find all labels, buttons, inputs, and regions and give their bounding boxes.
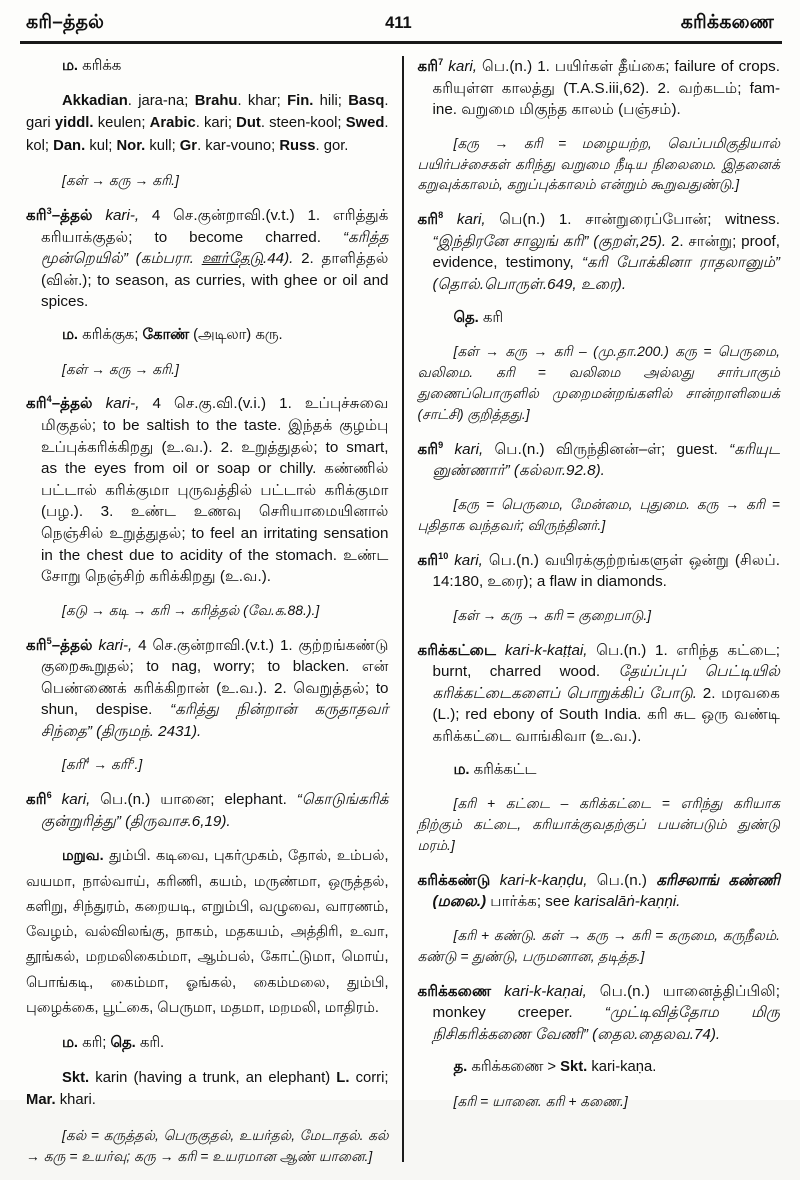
text-segment: karisalāṅ-kaṇṇi. [574, 893, 681, 911]
usage-note [418, 760, 781, 781]
text-segment: ம. [62, 1034, 79, 1051]
text-segment: [கரி + கண்டு. கள் → கரு → கரி = கருமை, கருநீலம். கண்டு = துண்டு, பருமனான, தடித்த.] [417, 926, 780, 964]
text-segment: 2. சான்று; proof, evidence, testimony, [432, 232, 780, 272]
text-segment: கரி; [78, 1034, 111, 1051]
text-segment: kari-k-kaṇai, [491, 982, 587, 1000]
text-segment: kul; [85, 137, 117, 154]
text-segment: 5 [46, 635, 52, 646]
text-segment: பார்க்க; see [486, 893, 575, 911]
text-segment: பெ.(n.) வயிரக்குற்றங்களுள் ஒன்று (சிலப். 14:180, உரை); a flaw in diamonds. [432, 551, 780, 591]
text-segment: Brahu [194, 92, 238, 109]
text-segment: 4 செ.குன்றாவி.(v.t.) 1. குற்றங்கண்டு குறைகூறுதல்; to nag, worry; to blacken. என் பெண்ணைக் கரிக்கிறான் (உ.வ.). 2. வெறுத்தல்; to shun, despise. [41, 636, 389, 719]
text-segment: [கள் → கரு → கரி = குறைபாடு.] [453, 606, 652, 623]
etymology-note [418, 133, 781, 196]
text-segment: கரி [417, 551, 439, 569]
text-segment: hili; [313, 92, 349, 109]
dictionary-entry [418, 870, 781, 913]
dictionary-entry [418, 640, 781, 748]
text-segment: பெ(n.) 1. சான்றுரைப்போன்; witness. [485, 211, 780, 229]
text-segment: 7 [438, 56, 444, 67]
text-segment: ம. [453, 761, 470, 778]
text-segment: த. [453, 1059, 468, 1076]
usage-note [26, 56, 389, 77]
text-segment: “கொடுங்கரிக் குன்றுரித்து” (திருவாச.6,19). [41, 791, 389, 830]
text-segment: பெ.(n.) யானை; elephant. [90, 791, 297, 809]
dictionary-entry [418, 550, 781, 593]
text-segment: –த்தல் [51, 207, 93, 225]
text-segment: . jara-na; [127, 92, 195, 109]
text-segment: கரி [478, 309, 504, 326]
text-segment: . kar-vouno; [197, 137, 280, 154]
usage-note [418, 308, 781, 329]
text-segment: kari-, [92, 395, 140, 413]
text-segment: [கரி = யானை. கரி + கணை.] [453, 1093, 628, 1110]
text-segment: –த்தல் [51, 636, 93, 654]
text-segment: பெ.(n.) யானைத்திப்பிலி; monkey creeper. [432, 982, 780, 1022]
text-segment: ம. [62, 326, 79, 343]
left-column [26, 56, 402, 1180]
text-segment: கரி [417, 58, 439, 75]
text-segment: Skt. [62, 1069, 90, 1086]
text-segment: . steen-kool; [260, 115, 346, 132]
etymology-note [26, 170, 389, 191]
text-segment: ஊர்தேடு [201, 250, 263, 268]
usage-note [26, 325, 389, 346]
cognates-note [26, 90, 389, 157]
right-column [404, 56, 781, 1180]
text-segment: 3 [46, 205, 52, 216]
text-segment: Skt. [560, 1059, 588, 1076]
text-segment: kari, [51, 791, 91, 809]
text-segment: [கரி + கட்டை – கரிக்கட்டை = எரிந்து கரியாக நிற்கும் கட்டை, கரியாக்குவதற்குப் பயன்படும் துண்டு மரம்.] [417, 795, 780, 853]
etymology-note [26, 754, 389, 775]
text-segment: [கல் = கருத்தல், பெருகுதல், உயர்தல், மேடாதல். கல் → கரு = உயர்வு; கரு → கரி = உயரமான ஆண் யானை.] [26, 1126, 389, 1164]
dictionary-entry [418, 56, 781, 121]
text-segment: Akkadian [62, 92, 128, 109]
running-head-right: கரிக்கணை [680, 12, 774, 33]
text-segment: Arabic [149, 115, 196, 132]
text-segment: Dan. [53, 137, 86, 154]
text-segment: 10 [438, 550, 449, 561]
text-segment: . khar; [237, 92, 288, 109]
text-segment: 5 [129, 755, 135, 766]
text-segment: கரி [417, 211, 439, 229]
synonyms-note [26, 844, 389, 1021]
text-segment: kari, [443, 211, 486, 229]
text-segment: keulen; [93, 115, 150, 132]
etymology-note [418, 494, 781, 536]
text-segment: கோண் [142, 326, 190, 343]
text-segment: கரி [417, 440, 439, 458]
etymology-note [26, 600, 389, 621]
text-segment: Swed [345, 115, 385, 132]
page-number: 411 [385, 14, 412, 32]
columns-container [0, 44, 800, 1180]
text-segment: தேய்ப்புப் பெட்டியில் கரிக்கட்டைகளைப் பொறுக்கிப் போடு. [432, 663, 780, 702]
text-segment: kari-, [92, 636, 133, 654]
text-segment: தும்பி. கடிவை, புகர்முகம், தோல், உம்பல், வயமா, நால்வாய், கரிணி, கயம், மருண்மா, ஒருத்தல், களிறு, சிந்துரம், கறையடி, எறும்பி, வழுவை, வாரணம், வேழம், வல்விலங்கு, நாகம், மதகயம், அத்திரி, உவா, தூங்கல், மறமலிகைம்மா, ஆம்பல், கோட்டுமா, மொய், பொங்கடி, கைம்மா, ஓங்கல், கைம்மலை, தும்பி, புழைக்கை, பூட்கை, பெருமா, மதமா, மறமலி, மாதிரம். [26, 848, 389, 1016]
text-segment: “முட்டிவித்தோம மிரு நிசிகரிக்கணை வேணி” (தைல.தைலவ.74). [432, 1004, 780, 1043]
text-segment: கரிக்கணை > [467, 1059, 561, 1076]
text-segment: பெ.(n.) 1. பயிர்கள் தீய்கை; failure of crops. கரியுள்ள காலத்து (T.A.S.iii,62). 2. வற்கடம்; fam-ine. வறுமை மிகுந்த காலம் (பஞ்சம்). [432, 58, 780, 119]
text-segment: கரிக்கண்டு [417, 871, 491, 889]
text-segment: [கள் → கரு → கரி.] [62, 172, 179, 189]
text-segment: –த்தல் [51, 395, 93, 413]
text-segment: கரிசலாங் கண்ணி (மலை.) [432, 871, 781, 911]
text-segment: 4 செ.குன்றாவி.(v.t.) 1. எரித்துக் கரியாக்குதல்; to become charred. [41, 207, 389, 246]
text-segment: கரிக்கட்டை [417, 641, 497, 659]
text-segment: “கரி போக்கினா ராதலானும்” (தொல்.பொருள்.649, உரை). [432, 254, 780, 294]
text-segment: பெ.(n.) விருந்தினன்–ள்; guest. [483, 440, 730, 458]
text-segment: . kari; [195, 115, 237, 132]
text-segment: மறுவ. [62, 848, 104, 865]
text-segment: kari-kaṇa. [587, 1059, 657, 1076]
etymology-note [418, 925, 781, 967]
text-segment: Russ [279, 137, 316, 154]
text-segment: [கரு → கரி = மழையற்ற, வெப்பமிகுதியால் பயிர்பச்சைகள் கரிந்து வறுமை நீடிய நிலைமை. இதனைக் கறுவுக்காலம், கறுப்புக்காலம் என்றும் கூறுவதுண்டு.] [417, 134, 780, 193]
text-segment: கரி [26, 636, 47, 654]
text-segment: Basq [348, 92, 385, 109]
text-segment: கரிக்குக; [78, 326, 143, 343]
text-segment: 8 [438, 210, 444, 221]
page-header [0, 10, 800, 36]
etymology-note [418, 1091, 781, 1112]
text-segment: கரிக்கணை [417, 982, 492, 1000]
text-segment: (அடிலா) கரு. [189, 326, 283, 343]
text-segment: 9 [438, 439, 444, 450]
text-segment: [கள் → கரு → கரி – (மு.தா.200.) கரு = பெருமை, வலிமை. கரி = வலிமை அல்லது சார்பாகும் துணைப்பொருளில் முறைமன்றங்களில் சான்றாளியைக் (சாட்சி) குறித்தது.] [417, 343, 780, 422]
text-segment: .] [134, 756, 143, 773]
text-segment: 2. மரவகை (L.); red ebony of South India. கரி சுட ஒரு வண்டி கரிக்கட்டை வாங்கிவா (உ.வ.). [432, 684, 780, 745]
text-segment: கரி [26, 791, 47, 809]
text-segment: 6 [46, 790, 52, 801]
text-segment: Gr [179, 137, 198, 154]
dictionary-entry [26, 789, 389, 832]
text-segment: “கரித்த மூன்றெயில்” (கம்பரா. [41, 228, 389, 268]
text-segment: Mar. [26, 1092, 56, 1109]
text-segment: தெ. [453, 309, 479, 326]
text-segment: Nor. [116, 137, 146, 154]
text-segment: [கரி [62, 756, 85, 773]
etymology-note [418, 341, 781, 424]
etymology-note [26, 1125, 389, 1167]
dictionary-entry [418, 209, 781, 295]
dictionary-entry [26, 393, 389, 587]
dictionary-entry [26, 205, 389, 313]
text-segment: L. [336, 1069, 350, 1086]
text-segment: → கரி [89, 756, 130, 773]
text-segment: yiddl. [54, 115, 94, 132]
text-segment: கரி [26, 395, 47, 413]
text-segment: 2. தாளித்தல் (வின்.); to season, as curries, with ghee or oil and spices. [41, 250, 389, 311]
dictionary-entry [26, 635, 389, 743]
text-segment: kari-k-kaṭṭai, [496, 641, 588, 659]
text-segment: பெ.(n.) [587, 871, 657, 889]
text-segment: “இந்திரனே சாலுங் கரி” (குறள்,25). [432, 232, 667, 250]
text-segment: 4 [46, 394, 52, 405]
text-segment: kari-k-kaṇḍu, [490, 871, 588, 889]
text-segment: 4 செ.கு.வி.(v.i.) 1. உப்புச்சுவை மிகுதல்; to be saltish to the taste. இந்தக் குழம்பு உப்புக்கரிக்கிறது (உ.வ.). 2. உறுத்துதல்; to smart, as the eyes from oil or soap or chilly. கண்ணில் பட்டால் கரிக்குமா புருவத்தில் பட்டால் கரிக்குமா (பழ.). 3. உண்ட உணவு செரியாமையினால் நெஞ்சில் உறுத்துதல்; to feel an irritating sensation in the chest due to acidity of the stomach. உண்ட சோறு நெஞ்சிற் கரிக்கிறது (உ.வ.). [41, 395, 389, 586]
etymology-note [26, 359, 389, 380]
running-head-left: கரி–த்தல் [26, 12, 105, 33]
text-segment: khari. [55, 1092, 96, 1109]
text-segment: பெ.(n.) 1. எரிந்த கட்டை; burnt, charred wood. [432, 641, 780, 681]
text-segment: 4 [84, 755, 90, 766]
dictionary-entry [418, 439, 781, 482]
text-segment: [கள் → கரு → கரி.] [62, 360, 179, 377]
text-segment: kull; [145, 137, 180, 154]
text-segment: karin (having a trunk, an elephant) [89, 1069, 337, 1086]
text-segment: kari, [443, 58, 477, 75]
text-segment: corri; [349, 1069, 389, 1086]
cognates-note [26, 1067, 389, 1112]
usage-note [26, 1033, 389, 1054]
text-segment: [கரு = பெருமை, மேன்மை, புதுமை. கரு → கரி = புதிதாக வந்தவர்; விருந்தினர்.] [417, 495, 780, 533]
text-segment: . gari [26, 92, 389, 132]
text-segment: kari-, [92, 207, 140, 225]
text-segment: கரி. [135, 1034, 165, 1051]
text-segment: . gor. [315, 137, 349, 154]
text-segment: Fin. [287, 92, 314, 109]
text-segment: கரிக்கட்ட [469, 761, 537, 778]
text-segment: .44). [262, 250, 294, 268]
text-segment: kari, [443, 440, 484, 458]
text-segment: “கரித்து நின்றான் கருதாதவர் சிந்தை” (திருமந். 2431). [41, 701, 389, 740]
text-segment: kari, [448, 551, 483, 569]
text-segment: Dut [236, 115, 261, 132]
etymology-note [418, 793, 781, 856]
text-segment: ம. [62, 58, 79, 74]
etymology-note [418, 605, 781, 626]
text-segment: தெ. [110, 1034, 136, 1051]
text-segment: கரிக்க [78, 58, 122, 74]
text-segment: [கடு → கடி → கரி → கரித்தல் (வே.க.88.).] [62, 601, 320, 618]
text-segment: “கரியுட னுண்ணார்” (கல்லா.92.8). [432, 440, 780, 480]
text-segment: கரி [26, 207, 47, 225]
usage-note [418, 1057, 781, 1078]
text-segment: . kol; [26, 115, 389, 154]
dictionary-entry [418, 981, 781, 1046]
